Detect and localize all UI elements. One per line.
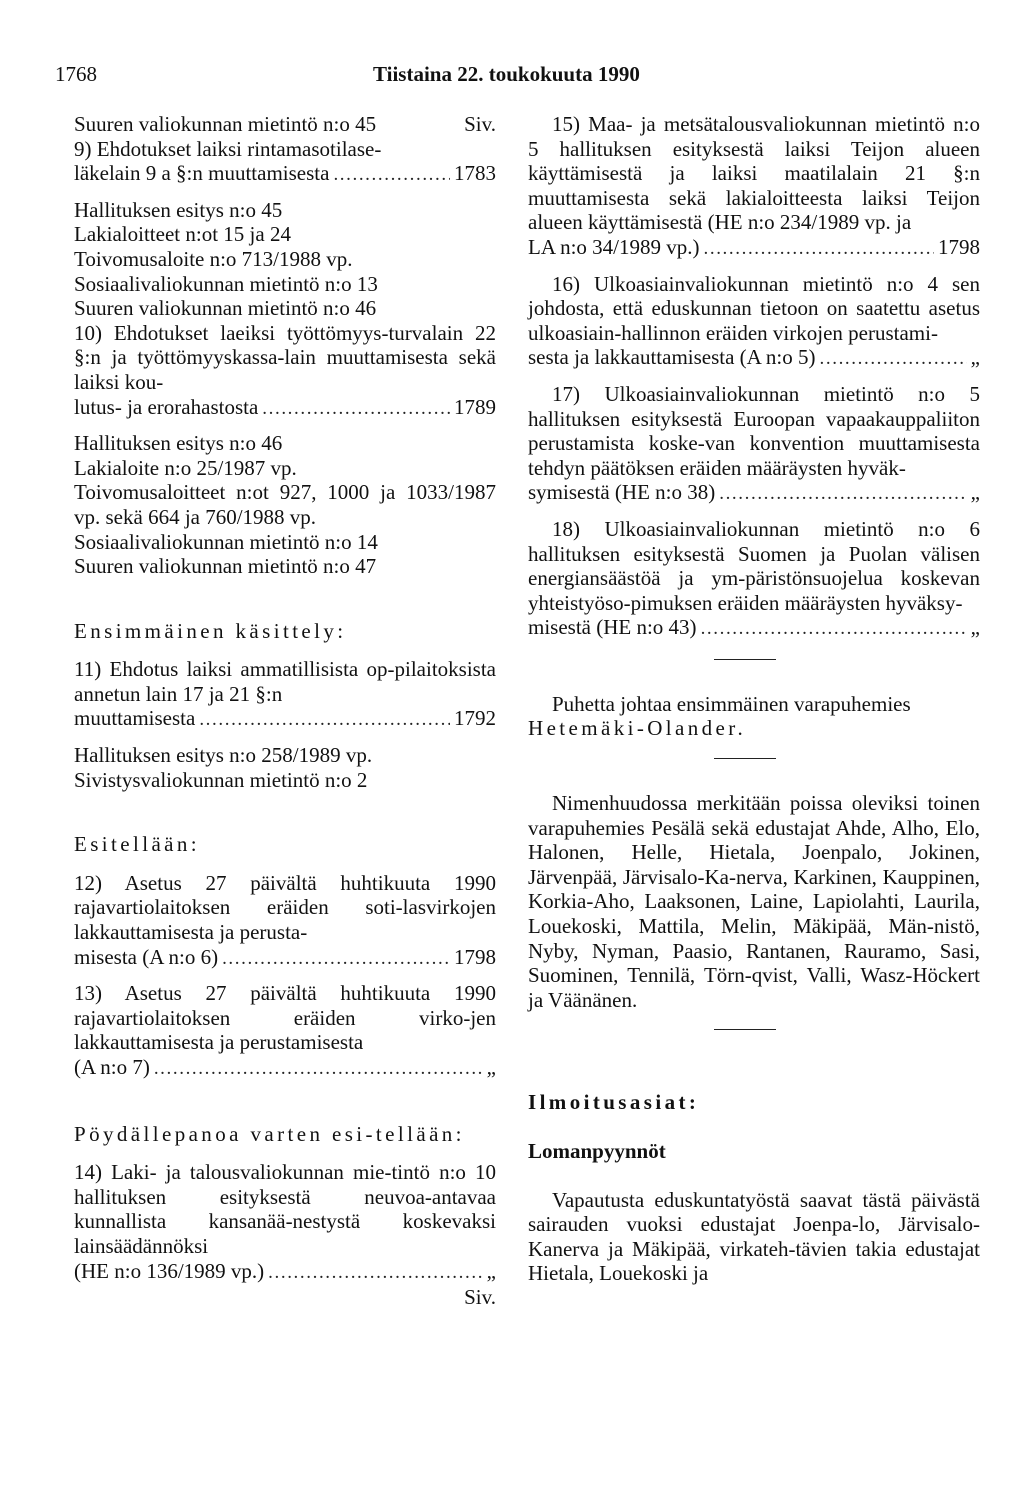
dot-leader [701,617,967,642]
agenda-item-18: 18) Ulkoasiainvaliokunnan mietintö n:o 6 hallituksen esityksestä Suomen ja Puolan välisen energiansäästöä ja ym-päristönsuojelua koskevan yhteistyöso-pimuksen eräiden määräysten hyväksy- [528,516,980,615]
agenda-line: Hallituksen esitys n:o 258/1989 vp. [74,743,373,768]
siv-label: Siv. [464,1285,496,1310]
agenda-item-12: 12) Asetus 27 päivältä huhtikuuta 1990 rajavartiolaitoksen eräiden soti-lasvirkojen lakkauttamisesta ja perusta- [74,870,496,945]
dot-leader [268,1261,483,1286]
page-ref: 1798 [938,234,980,259]
dot-leader [333,163,450,188]
dot-leader [154,1057,483,1082]
page-ref: „ [970,615,980,640]
agenda-line: Toivomusaloitteet n:ot 927, 1000 ja 1033/1987 vp. sekä 664 ja 760/1988 vp. [74,480,496,529]
page-ref: 1783 [454,161,496,186]
dot-leader [719,482,966,507]
agenda-item-9-last: läkelain 9 a §:n muuttamisesta ..... 1783 [74,161,496,188]
chair-name: Hetemäki-Olander. [528,716,747,741]
agenda-item-17-last: symisestä (HE n:o 38) ..... „ [528,480,980,507]
agenda-item-15-last: LA n:o 34/1989 vp.) ..... 1798 [528,235,980,262]
agenda-item-13: 13) Asetus 27 päivältä huhtikuuta 1990 rajavartiolaitoksen eräiden virko-jen lakkauttamisesta ja perustamisesta [74,981,496,1055]
dot-leader [704,237,935,262]
agenda-item-11: 11) Ehdotus laiksi ammatillisista op-pilaitoksista annetun lain 17 ja 21 §:n [74,657,496,706]
section-heading: Esitellään: [74,832,201,857]
page-ref: 1792 [454,706,496,731]
agenda-item-15: 15) Maa- ja metsätalousvaliokunnan mietintö n:o 5 hallituksen esityksestä laiksi Teijon alueen käyttämisestä ja laiksi maatilalain 21 §:n muuttamisesta sekä lakialoitteesta laiksi Teijon alueen käyttämisestä (HE n:o 234/1989 vp. ja [528,112,980,235]
agenda-line: Hallituksen esitys n:o 45 [74,197,283,222]
agenda-line: Suuren valiokunnan mietintö n:o 46 [74,296,377,321]
siv-label: Siv. [464,112,496,136]
page-number: 1768 [55,62,97,86]
section-heading: Ensimmäinen käsittely: [74,618,347,643]
agenda-line: Toivomusaloite n:o 713/1988 vp. [74,246,353,271]
page-ref: „ [970,480,980,505]
agenda-line: Lakialoitteet n:ot 15 ja 24 [74,222,291,247]
dot-leader [222,947,450,972]
agenda-line: Suuren valiokunnan mietintö n:o 45 Siv. [74,112,496,136]
agenda-item-18-last: misestä (HE n:o 43) ..... „ [528,615,980,642]
agenda-item-16-last: sesta ja lakkauttamisesta (A n:o 5) ..... „ [528,345,980,372]
page-ref: „ [486,1055,496,1079]
roll-call-paragraph: Nimenhuudossa merkitään poissa oleviksi toinen varapuhemies Pesälä sekä edustajat Ahde, Alho, Elo, Halonen, Helle, Hietala, Joenpalo, Jokinen, Järvenpää, Järvisalo-Ka-nerva, Karkinen, Kauppinen, Korkia-Aho, Laaksonen, Laine, Lapiolahti, Laurila, Louekoski, Mattila, Melin, Mäkipää, Män-nistö, Nyby, Nyman, Paasio, Rantanen, Rauramo, Sasi, Suominen, Tennilä, Törn-qvist, Valli, Wasz-Höckert ja Väänänen. [528,791,980,1012]
leave-paragraph: Vapautusta eduskuntatyöstä saavat tästä päivästä sairauden vuoksi edustajat Joenpa-lo, Järvisalo-Kanerva ja Mäkipää, virkateh-tävien takia edustajat Hietala, Louekoski ja [528,1187,980,1286]
agenda-item-17: 17) Ulkoasiainvaliokunnan mietintö n:o 5 hallituksen esityksestä Euroopan vapaakauppaliiton perustamista koske-van konvention muuttamisesta tehdyn päätöksen eräiden määräysten hyväk- [528,381,980,480]
agenda-item-14-last: (HE n:o 136/1989 vp.) ..... „ [74,1259,496,1286]
dot-leader [199,708,450,733]
page-ref: „ [486,1258,496,1283]
agenda-item-13-last: (A n:o 7) ..... „ [74,1055,496,1082]
page-ref: „ [970,345,980,370]
agenda-line: Sosiaalivaliokunnan mietintö n:o 13 [74,271,378,296]
page-date: Tiistaina 22. toukokuuta 1990 [373,62,640,86]
agenda-line: Lakialoite n:o 25/1987 vp. [74,455,297,480]
dot-leader [262,397,450,422]
page-ref: 1789 [454,394,496,419]
left-column [74,112,496,1310]
agenda-item-10-last: lutus- ja erorahastosta ..... 1789 [74,395,496,422]
agenda-item-14: 14) Laki- ja talousvaliokunnan mie-tintö n:o 10 hallituksen esityksestä neuvoa-antavaa kunnallista kansanää-nestystä koskevaksi lainsäädännöksi [74,1160,496,1258]
page-ref: 1798 [454,944,496,969]
agenda-item-16: 16) Ulkoasiainvaliokunnan mietintö n:o 4 sen johdosta, että eduskunnan tietoon on saatettu asetus ulkoasiain-hallinnon eräiden virkojen perustami- [528,271,980,345]
section-heading-leave-requests: Lomanpyynnöt [528,1139,666,1163]
agenda-line: 9) Ehdotukset laiksi rintamasotilase- [74,136,382,161]
agenda-item-10: 10) Ehdotukset laeiksi työttömyys-turvalain 22 §:n ja työttömyyskassa-lain muuttamisesta sekä laiksi kou- [74,320,496,394]
section-heading-announcements: Ilmoitusasiat: [528,1090,700,1115]
chair-line: Puhetta johtaa ensimmäinen varapuhemies [552,691,911,716]
agenda-item-11-last: muuttamisesta ..... 1792 [74,706,496,733]
right-column [528,112,980,1286]
section-heading: Pöydällepanoa varten esi-tellään: [74,1121,465,1146]
agenda-line: Sosiaalivaliokunnan mietintö n:o 14 [74,529,378,554]
agenda-line: Hallituksen esitys n:o 46 [74,431,283,456]
agenda-line: Suuren valiokunnan mietintö n:o 47 [74,554,377,579]
agenda-line: Sivistysvaliokunnan mietintö n:o 2 [74,767,368,792]
agenda-item-12-last: misesta (A n:o 6) ..... 1798 [74,945,496,972]
dot-leader [820,347,967,372]
